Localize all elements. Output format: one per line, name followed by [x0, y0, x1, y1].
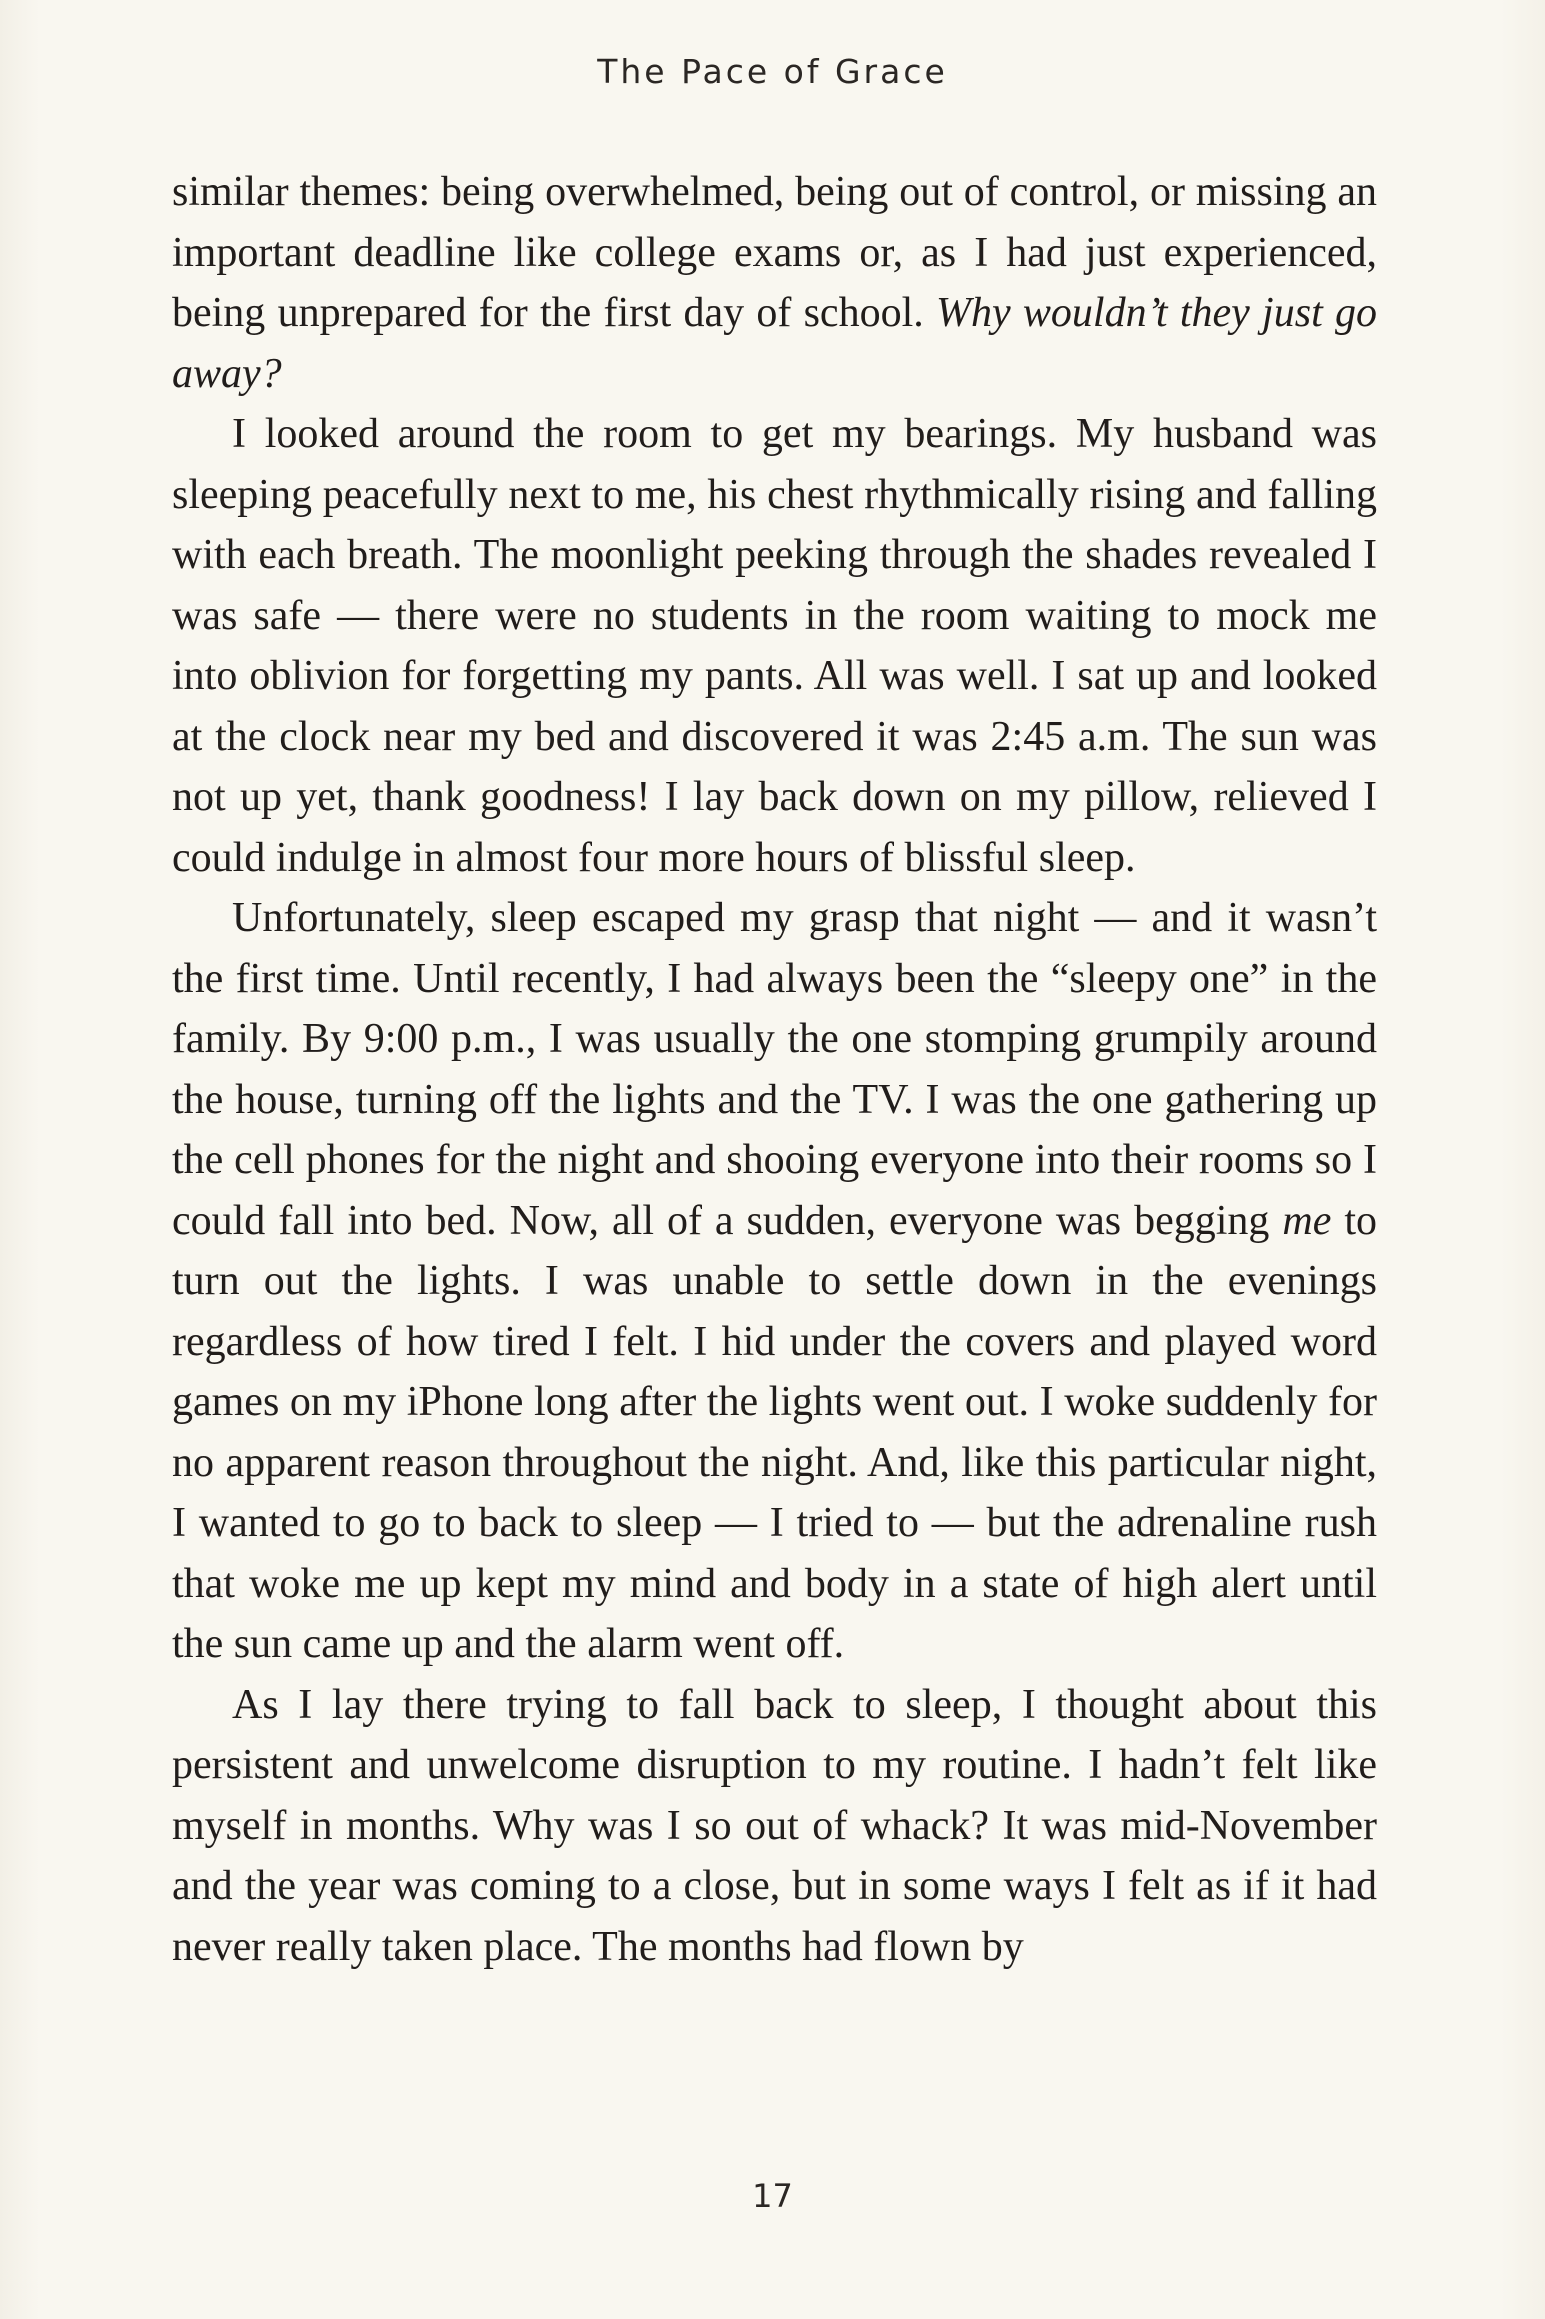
text-run: Unfortunately, sleep escaped my grasp that night — and it wasn’t the first time. Until recently, I had always been the “sleepy one” in the family. By 9:00 p.m., I was usually the one stomping grumpily around the house, turning off the lights and the TV. I was the one gathering up the cell phones for the night and shooing everyone into their rooms so I could fall into bed. Now, all of a sudden, everyone was begging	[172, 895, 1377, 1244]
paragraph	[172, 888, 1377, 1675]
text-run: I looked around the room to get my bearings. My husband was sleeping peacefully next to me, his chest rhythmically rising and falling with each breath. The moonlight peeking through the shades revealed I was safe — there were no students in the room waiting to mock me into oblivion for forgetting my pants. All was well. I sat up and looked at the clock near my bed and discovered it was 2:45 a.m. The sun was not up yet, thank goodness! I lay back down on my pillow, relieved I could indulge in almost four more hours of blissful sleep.	[172, 411, 1377, 881]
italic-text-run: me	[1282, 1197, 1332, 1244]
text-run: to turn out the lights. I was unable to settle down in the evenings regardless of how tired I felt. I hid under the covers and played word games on my iPhone long after the lights went out. I woke suddenly for no apparent reason throughout the night. And, like this particular night, I wanted to go to back to sleep — I tried to — but the adrenaline rush that woke me up kept my mind and body in a state of high alert until the sun came up and the alarm went off.	[172, 1197, 1378, 1667]
running-head: The Pace of Grace	[597, 52, 948, 91]
page-number: 17	[752, 2177, 793, 2215]
text-run: similar themes: being overwhelmed, being out of control, or missing an important deadline like college exams or, as I had just experienced, being unprepared for the first day of school.	[172, 169, 1377, 336]
italic-text-run: Why wouldn’t they just go away?	[172, 290, 1377, 397]
body-text	[172, 162, 1377, 1977]
text-run: As I lay there trying to fall back to sleep, I thought about this persistent and unwelcome disruption to my routine. I hadn’t felt like myself in months. Why was I so out of whack? It was mid-November and the year was coming to a close, but in some ways I felt as if it had never really taken place. The months had flown by	[172, 1681, 1377, 1970]
paragraph	[172, 1675, 1377, 1978]
paragraph	[172, 404, 1377, 888]
paragraph	[172, 162, 1377, 404]
